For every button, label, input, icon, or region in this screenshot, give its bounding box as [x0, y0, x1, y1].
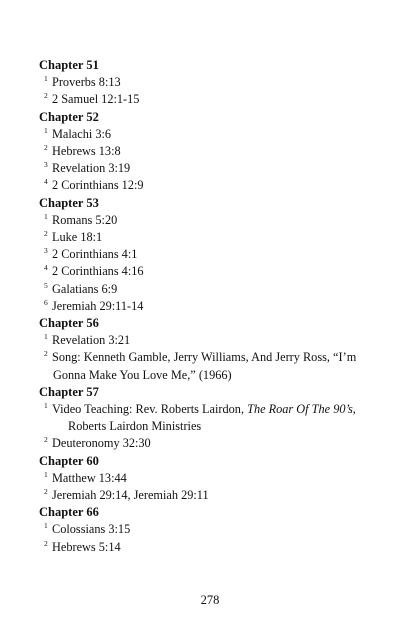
endnote-number: 1	[44, 74, 48, 84]
endnote-text: 2 Corinthians 4:1	[52, 247, 138, 262]
endnote	[39, 539, 369, 556]
endnote	[39, 246, 369, 263]
endnote-text-line-1	[52, 401, 369, 418]
endnote-text: Romans 5:20	[52, 212, 118, 227]
chapter-heading: Chapter 51	[39, 58, 99, 72]
endnote-number: 2	[44, 486, 48, 496]
chapter-heading: Chapter 57	[39, 384, 99, 399]
video-title: The Roar Of The 90’s	[247, 401, 353, 416]
endnote-text: Jeremiah 29:11-14	[52, 298, 144, 313]
endnote-text: Colossians 3:15	[52, 522, 131, 537]
endnote-number: 1	[44, 332, 48, 342]
endnote-number: 1	[44, 400, 48, 410]
endnote	[39, 401, 369, 435]
endnote-number: 4	[44, 177, 48, 187]
chapter-heading: Chapter 60	[39, 453, 99, 468]
endnote	[39, 74, 369, 91]
endnote-text: Malachi 3:6	[52, 126, 112, 141]
endnote-text-line-2: Roberts Lairdon Ministries	[68, 419, 202, 434]
endnote-text-suffix: ,	[352, 401, 356, 416]
endnote	[39, 349, 369, 383]
endnote-text-line-1: Song: Kenneth Gamble, Jerry Williams, And Jerry Ross, “I’m	[52, 350, 357, 365]
endnote-text: Jeremiah 29:14, Jeremiah 29:11	[52, 487, 209, 502]
endnote-text: Deuteronomy 32:30	[52, 436, 151, 451]
endnote-number: 3	[44, 246, 48, 256]
endnote-number: 1	[44, 125, 48, 135]
endnote-number: 2	[44, 228, 48, 238]
endnote	[39, 470, 369, 487]
endnote	[39, 229, 369, 246]
endnote-text: Hebrews 5:14	[52, 539, 121, 554]
endnote-text: Hebrews 13:8	[52, 143, 121, 158]
endnote-text-line-2: Gonna Make You Love Me,” (1966)	[53, 367, 232, 382]
endnote	[39, 160, 369, 177]
endnote-text: Galatians 6:9	[52, 281, 118, 296]
endnote	[39, 521, 369, 538]
endnote-text-prefix: Video Teaching: Rev. Roberts Lairdon,	[52, 401, 248, 416]
endnote	[39, 332, 369, 349]
endnote	[39, 91, 369, 108]
endnote-number: 1	[44, 469, 48, 479]
endnote-text: 2 Samuel 12:1-15	[52, 92, 140, 107]
endnote	[39, 212, 369, 229]
endnote	[39, 263, 369, 280]
endnote-number: 1	[44, 211, 48, 221]
endnote-number: 6	[44, 297, 48, 307]
endnote	[39, 281, 369, 298]
endnote-text: 2 Corinthians 12:9	[52, 178, 144, 193]
endnote-text: Revelation 3:19	[52, 161, 131, 176]
chapter-heading: Chapter 52	[39, 109, 99, 124]
endnote-text: 2 Corinthians 4:16	[52, 264, 144, 279]
endnote	[39, 435, 369, 452]
chapter-heading: Chapter 53	[39, 195, 99, 210]
endnote-number: 2	[44, 538, 48, 548]
endnote-number: 3	[44, 160, 48, 170]
endnote-number: 4	[44, 263, 48, 273]
endnote	[39, 143, 369, 160]
chapter-heading: Chapter 56	[39, 316, 99, 330]
endnote	[39, 487, 369, 504]
endnote	[39, 126, 369, 143]
page-number: 278	[200, 593, 220, 607]
endnote-text: Revelation 3:21	[52, 333, 131, 348]
endnote-number: 5	[44, 280, 48, 290]
endnote	[39, 298, 369, 315]
endnote-number: 2	[44, 435, 48, 445]
endnote-text: Proverbs 8:13	[52, 75, 121, 90]
endnote-number: 1	[44, 521, 48, 531]
endnote-number: 2	[44, 91, 48, 101]
endnote-text: Matthew 13:44	[52, 470, 127, 485]
endnote-number: 2	[44, 349, 48, 359]
endnote	[39, 177, 369, 194]
endnotes-list	[39, 57, 369, 556]
endnote-number: 2	[44, 142, 48, 152]
endnote-text: Luke 18:1	[52, 229, 103, 244]
chapter-heading: Chapter 66	[39, 505, 99, 520]
